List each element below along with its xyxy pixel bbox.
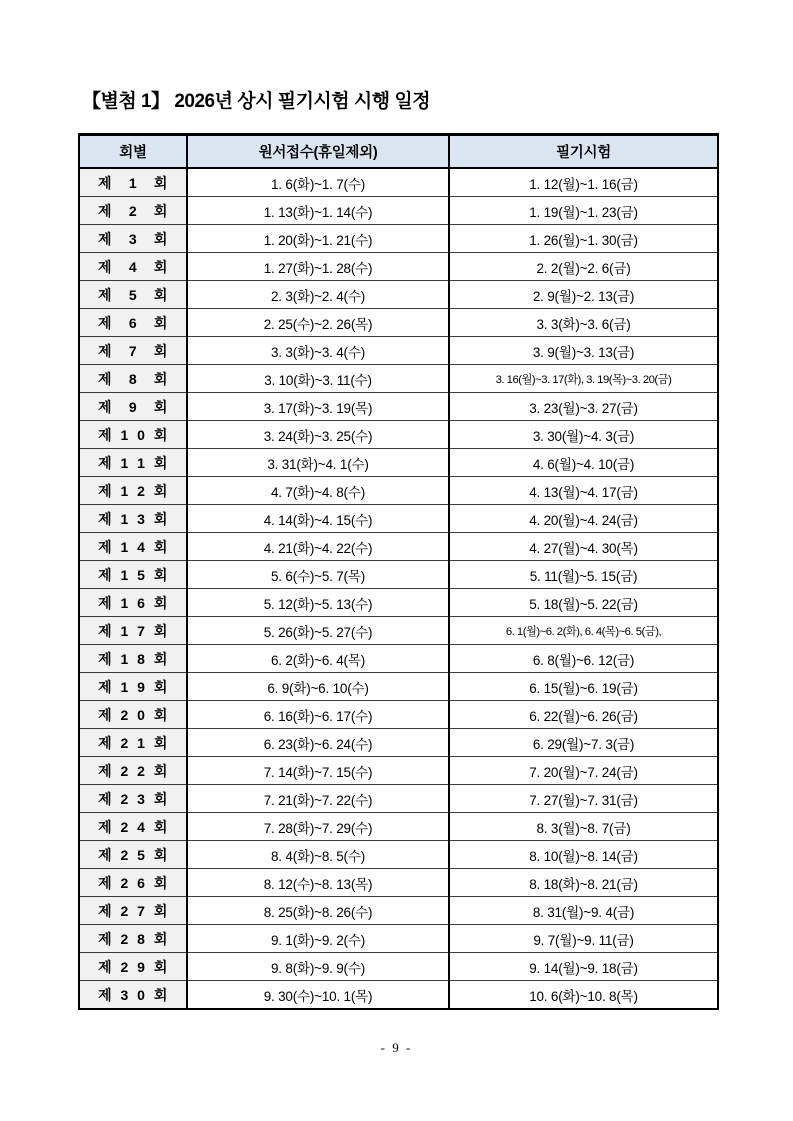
session-cell: 제 1 4 회 bbox=[79, 533, 187, 561]
session-cell: 제 1 2 회 bbox=[79, 477, 187, 505]
exam-period-cell: 4. 27(월)~4. 30(목) bbox=[449, 533, 718, 561]
table-row bbox=[79, 365, 718, 393]
table-row bbox=[79, 785, 718, 813]
exam-schedule-table bbox=[78, 133, 719, 1010]
exam-period-cell: 6. 1(월)~6. 2(화), 6. 4(목)~6. 5(금), bbox=[449, 617, 718, 645]
table-row bbox=[79, 505, 718, 533]
application-period-cell: 6. 16(화)~6. 17(수) bbox=[187, 701, 449, 729]
application-period-cell: 6. 9(화)~6. 10(수) bbox=[187, 673, 449, 701]
header-application-period: 원서접수(휴일제외) bbox=[187, 135, 449, 169]
application-period-cell: 1. 13(화)~1. 14(수) bbox=[187, 197, 449, 225]
session-cell: 제 3 0 회 bbox=[79, 981, 187, 1010]
application-period-cell: 3. 17(화)~3. 19(목) bbox=[187, 393, 449, 421]
exam-period-cell: 4. 20(월)~4. 24(금) bbox=[449, 505, 718, 533]
header-row bbox=[79, 135, 718, 169]
table-row bbox=[79, 561, 718, 589]
session-cell: 제 1 0 회 bbox=[79, 421, 187, 449]
session-cell: 제 2 5 회 bbox=[79, 841, 187, 869]
exam-period-cell: 8. 10(월)~8. 14(금) bbox=[449, 841, 718, 869]
application-period-cell: 5. 12(화)~5. 13(수) bbox=[187, 589, 449, 617]
session-cell: 제 1 9 회 bbox=[79, 673, 187, 701]
table-row bbox=[79, 813, 718, 841]
session-cell: 제 8 회 bbox=[79, 365, 187, 393]
header-session: 회별 bbox=[79, 135, 187, 169]
session-cell: 제 2 6 회 bbox=[79, 869, 187, 897]
table-header bbox=[79, 135, 718, 169]
session-cell: 제 2 1 회 bbox=[79, 729, 187, 757]
session-cell: 제 1 6 회 bbox=[79, 589, 187, 617]
session-cell: 제 1 3 회 bbox=[79, 505, 187, 533]
table-row bbox=[79, 393, 718, 421]
application-period-cell: 7. 28(화)~7. 29(수) bbox=[187, 813, 449, 841]
application-period-cell: 4. 21(화)~4. 22(수) bbox=[187, 533, 449, 561]
session-cell: 제 2 8 회 bbox=[79, 925, 187, 953]
exam-period-cell: 8. 3(월)~8. 7(금) bbox=[449, 813, 718, 841]
table-row bbox=[79, 897, 718, 925]
exam-period-cell: 4. 6(월)~4. 10(금) bbox=[449, 449, 718, 477]
table-row bbox=[79, 533, 718, 561]
session-cell: 제 9 회 bbox=[79, 393, 187, 421]
session-cell: 제 2 회 bbox=[79, 197, 187, 225]
application-period-cell: 3. 24(화)~3. 25(수) bbox=[187, 421, 449, 449]
session-cell: 제 5 회 bbox=[79, 281, 187, 309]
table-row bbox=[79, 477, 718, 505]
application-period-cell: 5. 6(수)~5. 7(목) bbox=[187, 561, 449, 589]
table-row bbox=[79, 589, 718, 617]
page-title: 【별첨 1】 2026년 상시 필기시험 시행 일정 bbox=[82, 91, 431, 112]
session-cell: 제 2 4 회 bbox=[79, 813, 187, 841]
application-period-cell: 3. 3(화)~3. 4(수) bbox=[187, 337, 449, 365]
application-period-cell: 7. 14(화)~7. 15(수) bbox=[187, 757, 449, 785]
application-period-cell: 4. 14(화)~4. 15(수) bbox=[187, 505, 449, 533]
application-period-cell: 9. 30(수)~10. 1(목) bbox=[187, 981, 449, 1010]
exam-period-cell: 7. 20(월)~7. 24(금) bbox=[449, 757, 718, 785]
application-period-cell: 6. 23(화)~6. 24(수) bbox=[187, 729, 449, 757]
exam-period-cell: 9. 7(월)~9. 11(금) bbox=[449, 925, 718, 953]
header-exam-period: 필기시험 bbox=[449, 135, 718, 169]
session-cell: 제 6 회 bbox=[79, 309, 187, 337]
exam-period-cell: 7. 27(월)~7. 31(금) bbox=[449, 785, 718, 813]
application-period-cell: 4. 7(화)~4. 8(수) bbox=[187, 477, 449, 505]
exam-period-cell: 5. 11(월)~5. 15(금) bbox=[449, 561, 718, 589]
table-row bbox=[79, 309, 718, 337]
session-cell: 제 1 1 회 bbox=[79, 449, 187, 477]
session-cell: 제 2 7 회 bbox=[79, 897, 187, 925]
exam-period-cell: 1. 12(월)~1. 16(금) bbox=[449, 168, 718, 197]
exam-period-cell: 6. 29(월)~7. 3(금) bbox=[449, 729, 718, 757]
exam-period-cell: 8. 31(월)~9. 4(금) bbox=[449, 897, 718, 925]
application-period-cell: 3. 10(화)~3. 11(수) bbox=[187, 365, 449, 393]
application-period-cell: 3. 31(화)~4. 1(수) bbox=[187, 449, 449, 477]
exam-period-cell: 9. 14(월)~9. 18(금) bbox=[449, 953, 718, 981]
exam-period-cell: 6. 8(월)~6. 12(금) bbox=[449, 645, 718, 673]
session-cell: 제 1 8 회 bbox=[79, 645, 187, 673]
application-period-cell: 6. 2(화)~6. 4(목) bbox=[187, 645, 449, 673]
exam-period-cell: 3. 23(월)~3. 27(금) bbox=[449, 393, 718, 421]
table-row bbox=[79, 673, 718, 701]
exam-period-cell: 3. 16(월)~3. 17(화), 3. 19(목)~3. 20(금) bbox=[449, 365, 718, 393]
session-cell: 제 2 3 회 bbox=[79, 785, 187, 813]
session-cell: 제 2 2 회 bbox=[79, 757, 187, 785]
application-period-cell: 8. 25(화)~8. 26(수) bbox=[187, 897, 449, 925]
table-row bbox=[79, 701, 718, 729]
table-row bbox=[79, 421, 718, 449]
exam-period-cell: 10. 6(화)~10. 8(목) bbox=[449, 981, 718, 1010]
application-period-cell: 1. 6(화)~1. 7(수) bbox=[187, 168, 449, 197]
session-cell: 제 7 회 bbox=[79, 337, 187, 365]
application-period-cell: 9. 1(화)~9. 2(수) bbox=[187, 925, 449, 953]
table-row bbox=[79, 645, 718, 673]
exam-period-cell: 3. 30(월)~4. 3(금) bbox=[449, 421, 718, 449]
table-row bbox=[79, 168, 718, 197]
page-number: - 9 - bbox=[380, 1040, 413, 1055]
application-period-cell: 8. 4(화)~8. 5(수) bbox=[187, 841, 449, 869]
session-cell: 제 2 0 회 bbox=[79, 701, 187, 729]
table-row bbox=[79, 841, 718, 869]
session-cell: 제 3 회 bbox=[79, 225, 187, 253]
application-period-cell: 7. 21(화)~7. 22(수) bbox=[187, 785, 449, 813]
exam-period-cell: 6. 15(월)~6. 19(금) bbox=[449, 673, 718, 701]
table-row bbox=[79, 617, 718, 645]
exam-period-cell: 3. 9(월)~3. 13(금) bbox=[449, 337, 718, 365]
application-period-cell: 8. 12(수)~8. 13(목) bbox=[187, 869, 449, 897]
table-row bbox=[79, 981, 718, 1010]
application-period-cell: 2. 3(화)~2. 4(수) bbox=[187, 281, 449, 309]
application-period-cell: 1. 20(화)~1. 21(수) bbox=[187, 225, 449, 253]
table-row bbox=[79, 925, 718, 953]
table-row bbox=[79, 197, 718, 225]
session-cell: 제 1 회 bbox=[79, 168, 187, 197]
application-period-cell: 1. 27(화)~1. 28(수) bbox=[187, 253, 449, 281]
session-cell: 제 2 9 회 bbox=[79, 953, 187, 981]
session-cell: 제 1 5 회 bbox=[79, 561, 187, 589]
schedule-table-body bbox=[79, 168, 718, 1009]
table-row bbox=[79, 757, 718, 785]
table-row bbox=[79, 337, 718, 365]
exam-period-cell: 5. 18(월)~5. 22(금) bbox=[449, 589, 718, 617]
exam-period-cell: 4. 13(월)~4. 17(금) bbox=[449, 477, 718, 505]
application-period-cell: 5. 26(화)~5. 27(수) bbox=[187, 617, 449, 645]
table-row bbox=[79, 253, 718, 281]
exam-period-cell: 8. 18(화)~8. 21(금) bbox=[449, 869, 718, 897]
exam-period-cell: 3. 3(화)~3. 6(금) bbox=[449, 309, 718, 337]
table-row bbox=[79, 729, 718, 757]
table-row bbox=[79, 281, 718, 309]
application-period-cell: 9. 8(화)~9. 9(수) bbox=[187, 953, 449, 981]
session-cell: 제 4 회 bbox=[79, 253, 187, 281]
table-row bbox=[79, 869, 718, 897]
table-row bbox=[79, 225, 718, 253]
table-row bbox=[79, 449, 718, 477]
table-row bbox=[79, 953, 718, 981]
exam-period-cell: 2. 2(월)~2. 6(금) bbox=[449, 253, 718, 281]
exam-period-cell: 2. 9(월)~2. 13(금) bbox=[449, 281, 718, 309]
exam-period-cell: 6. 22(월)~6. 26(금) bbox=[449, 701, 718, 729]
exam-period-cell: 1. 19(월)~1. 23(금) bbox=[449, 197, 718, 225]
application-period-cell: 2. 25(수)~2. 26(목) bbox=[187, 309, 449, 337]
session-cell: 제 1 7 회 bbox=[79, 617, 187, 645]
exam-period-cell: 1. 26(월)~1. 30(금) bbox=[449, 225, 718, 253]
